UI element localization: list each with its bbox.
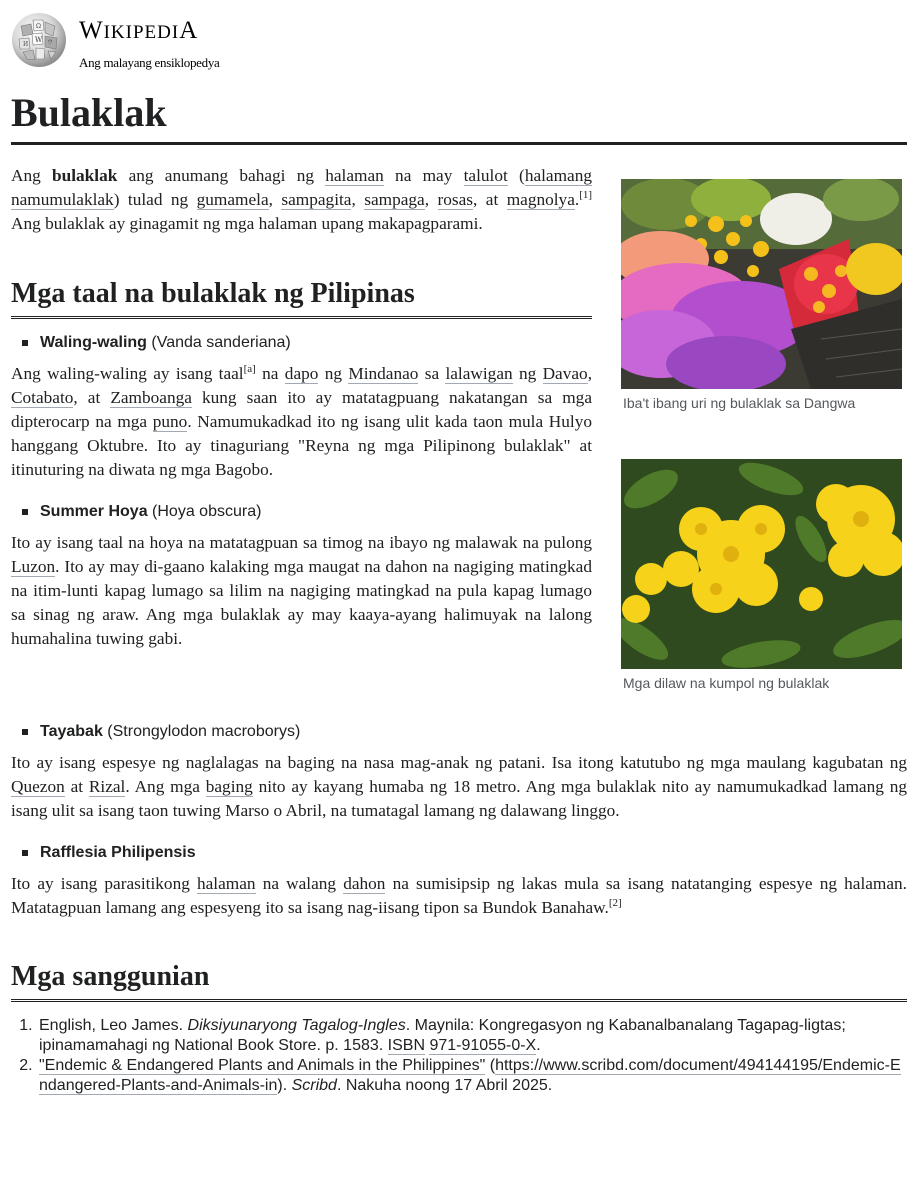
link-rizal[interactable]: Rizal [88, 777, 126, 797]
link-dahon[interactable]: dahon [343, 873, 386, 893]
summer-hoya-paragraph: Ito ay isang taal na hoya na matatagpuan sa timog na ibayo ng malawak na pulong Luzon. Ito ay may di-gaano kalaking mga maugat na dahon na nagiging matingkad na itim-lunti kapag lumago sa lilim na nagiging matingkad na pula kapag lumago sa sinag ng araw. Ang mga bulaklak ay may kaaya-ayang halimuyak na lalong humahalina tuwing gabi. [11, 532, 592, 649]
wordmark-middle: IKIPEDI [103, 22, 180, 43]
svg-text:ウ: ウ [47, 39, 54, 46]
reference-item-2: 2. "Endemic & Endangered Plants and Animals in the Philippines" (https://www.scribd.com/document/494144195/Endemic-Endangered-Plants-and-Animals-in). Scribd. Nakuha noong 17 Abril 2025. [37, 1056, 907, 1096]
waling-waling-paragraph: Ang waling-waling ay isang taal[a] na dapo ng Mindanao sa lalawigan ng Davao, Cotabato, at Zamboanga kung saan ito ay matatagpuang nakatangan sa mga dipterocarp na mga puno. Namumukadkad ito ng isang ulit kada taon mula Hulyo hanggang Oktubre. Ito ay tinaguriang "Reyna ng mga Pilipinong bulaklak" at itinuturing na diwata ng mga Bagobo. [11, 362, 593, 480]
reference-item-1: 1. English, Leo James. Diksiyunaryong Tagalog-Ingles. Maynila: Kongregasyon ng Kabanalbanalang Tagapag-ligtas; ipinamamahagi ng National Book Store. p. 1583. ISBN 971-91055-0-X. [37, 1016, 907, 1056]
term-bold: bulaklak [52, 166, 118, 185]
tayabak-paragraph: Ito ay isang espesye ng naglalagas na baging na nasa mag-anak ng patani. Isa itong katutubo ng mga maulang kagubatan ng Quezon at Rizal. Ang mga baging nito ay kayang humaba ng 18 metro. Ang mga bulaklak nito ay namumukadkad lamang ng isang ulit sa isang taon tuwing Marso o Abril, na tumatagal lamang ng dalawang linggo. [11, 753, 907, 821]
link-talulot[interactable]: talulot [463, 166, 508, 185]
figure-caption-2: Mga dilaw na kumpol ng bulaklak [623, 675, 830, 691]
article-body-lower [11, 722, 907, 1096]
link-dapo[interactable]: dapo [284, 363, 319, 383]
link-halamang-namumulaklak[interactable]: halamang namumulaklak [11, 166, 592, 210]
list-item-tayabak: Tayabak (Strongylodon macroborys) [11, 722, 907, 742]
tagline: Ang malayang ensiklopedya [79, 55, 220, 70]
svg-text:И: И [23, 41, 29, 48]
section-heading-references: Mga sanggunian [11, 960, 907, 1002]
page-title: Bulaklak [11, 84, 907, 145]
link-halaman[interactable]: halaman [325, 166, 384, 185]
flower-market-image[interactable] [621, 179, 902, 389]
link-scribd-title[interactable]: "Endemic & Endangered Plants and Animals in the Philippines" [39, 1057, 486, 1075]
intro-paragraph: Ang bulaklak ang anumang bahagi ng halaman na may talulot (halamang namumulaklak) tulad ng gumamela, sampagita, sampaga, rosas, at magnolya.[1] Ang bulaklak ay ginagamit ng mga halaman upang makapagparami. [11, 166, 593, 234]
reference-2[interactable]: [2] [608, 897, 622, 910]
section-heading-native-flowers: Mga taal na bulaklak ng Pilipinas [11, 277, 592, 319]
link-puno[interactable]: puno [152, 412, 188, 432]
list-item-waling-waling: Waling-waling (Vanda sanderiana) [11, 333, 592, 353]
reference-1[interactable]: [1] [579, 189, 593, 202]
link-lalawigan[interactable]: lalawigan [445, 363, 513, 383]
link-gumamela[interactable]: gumamela [196, 190, 269, 210]
link-luzon[interactable]: Luzon [11, 556, 56, 576]
yellow-flowers-image[interactable] [621, 459, 902, 669]
link-sampagita[interactable]: sampagita [281, 190, 352, 210]
link-cotabato[interactable]: Cotabato [11, 387, 74, 407]
rafflesia-paragraph: Ito ay isang parasitikong halaman na walang dahon na sumisipsip ng lakas mula sa isang natatanging espesye ng halaman. Matatagpuan lamang ang espesyeng ito sa isang nag-iisang tipon sa Bundok Banahaw.[2] [11, 873, 907, 917]
article-body [11, 164, 592, 652]
figure-flower-market [621, 179, 902, 411]
wordmark-last: A [179, 17, 199, 44]
figure-caption-1: Iba't ibang uri ng bulaklak sa Dangwa [623, 395, 856, 411]
list-item-summer-hoya: Summer Hoya (Hoya obscura) [11, 502, 592, 522]
link-mindanao[interactable]: Mindanao [348, 363, 419, 383]
link-isbn[interactable]: ISBN [387, 1037, 426, 1055]
link-scribd-url[interactable]: https://www.scribd.com/document/494144195/Endemic-Endangered-Plants-and-Animals-in [39, 1057, 901, 1095]
references-list [11, 1016, 907, 1096]
link-halaman-2[interactable]: halaman [197, 873, 256, 893]
wikipedia-wordmark[interactable] [79, 18, 198, 43]
svg-text:W: W [35, 36, 43, 44]
site-header [11, 12, 411, 68]
link-quezon[interactable]: Quezon [11, 777, 65, 797]
note-a[interactable]: [a] [243, 362, 256, 375]
link-isbn-number[interactable]: 971-91055-0-X [429, 1037, 537, 1055]
link-davao[interactable]: Davao [542, 363, 588, 383]
list-item-rafflesia: Rafflesia Philipensis [11, 843, 907, 863]
figure-yellow-flowers [621, 459, 902, 691]
link-magnolya[interactable]: magnolya [506, 190, 575, 210]
wikipedia-globe-logo[interactable] [11, 12, 67, 68]
link-sampaga[interactable]: sampaga [364, 190, 425, 210]
link-rosas[interactable]: rosas [437, 190, 474, 210]
wordmark-first: W [79, 17, 104, 44]
link-baging[interactable]: baging [205, 777, 253, 797]
svg-text:Ω: Ω [36, 23, 41, 30]
link-zamboanga[interactable]: Zamboanga [110, 387, 192, 407]
